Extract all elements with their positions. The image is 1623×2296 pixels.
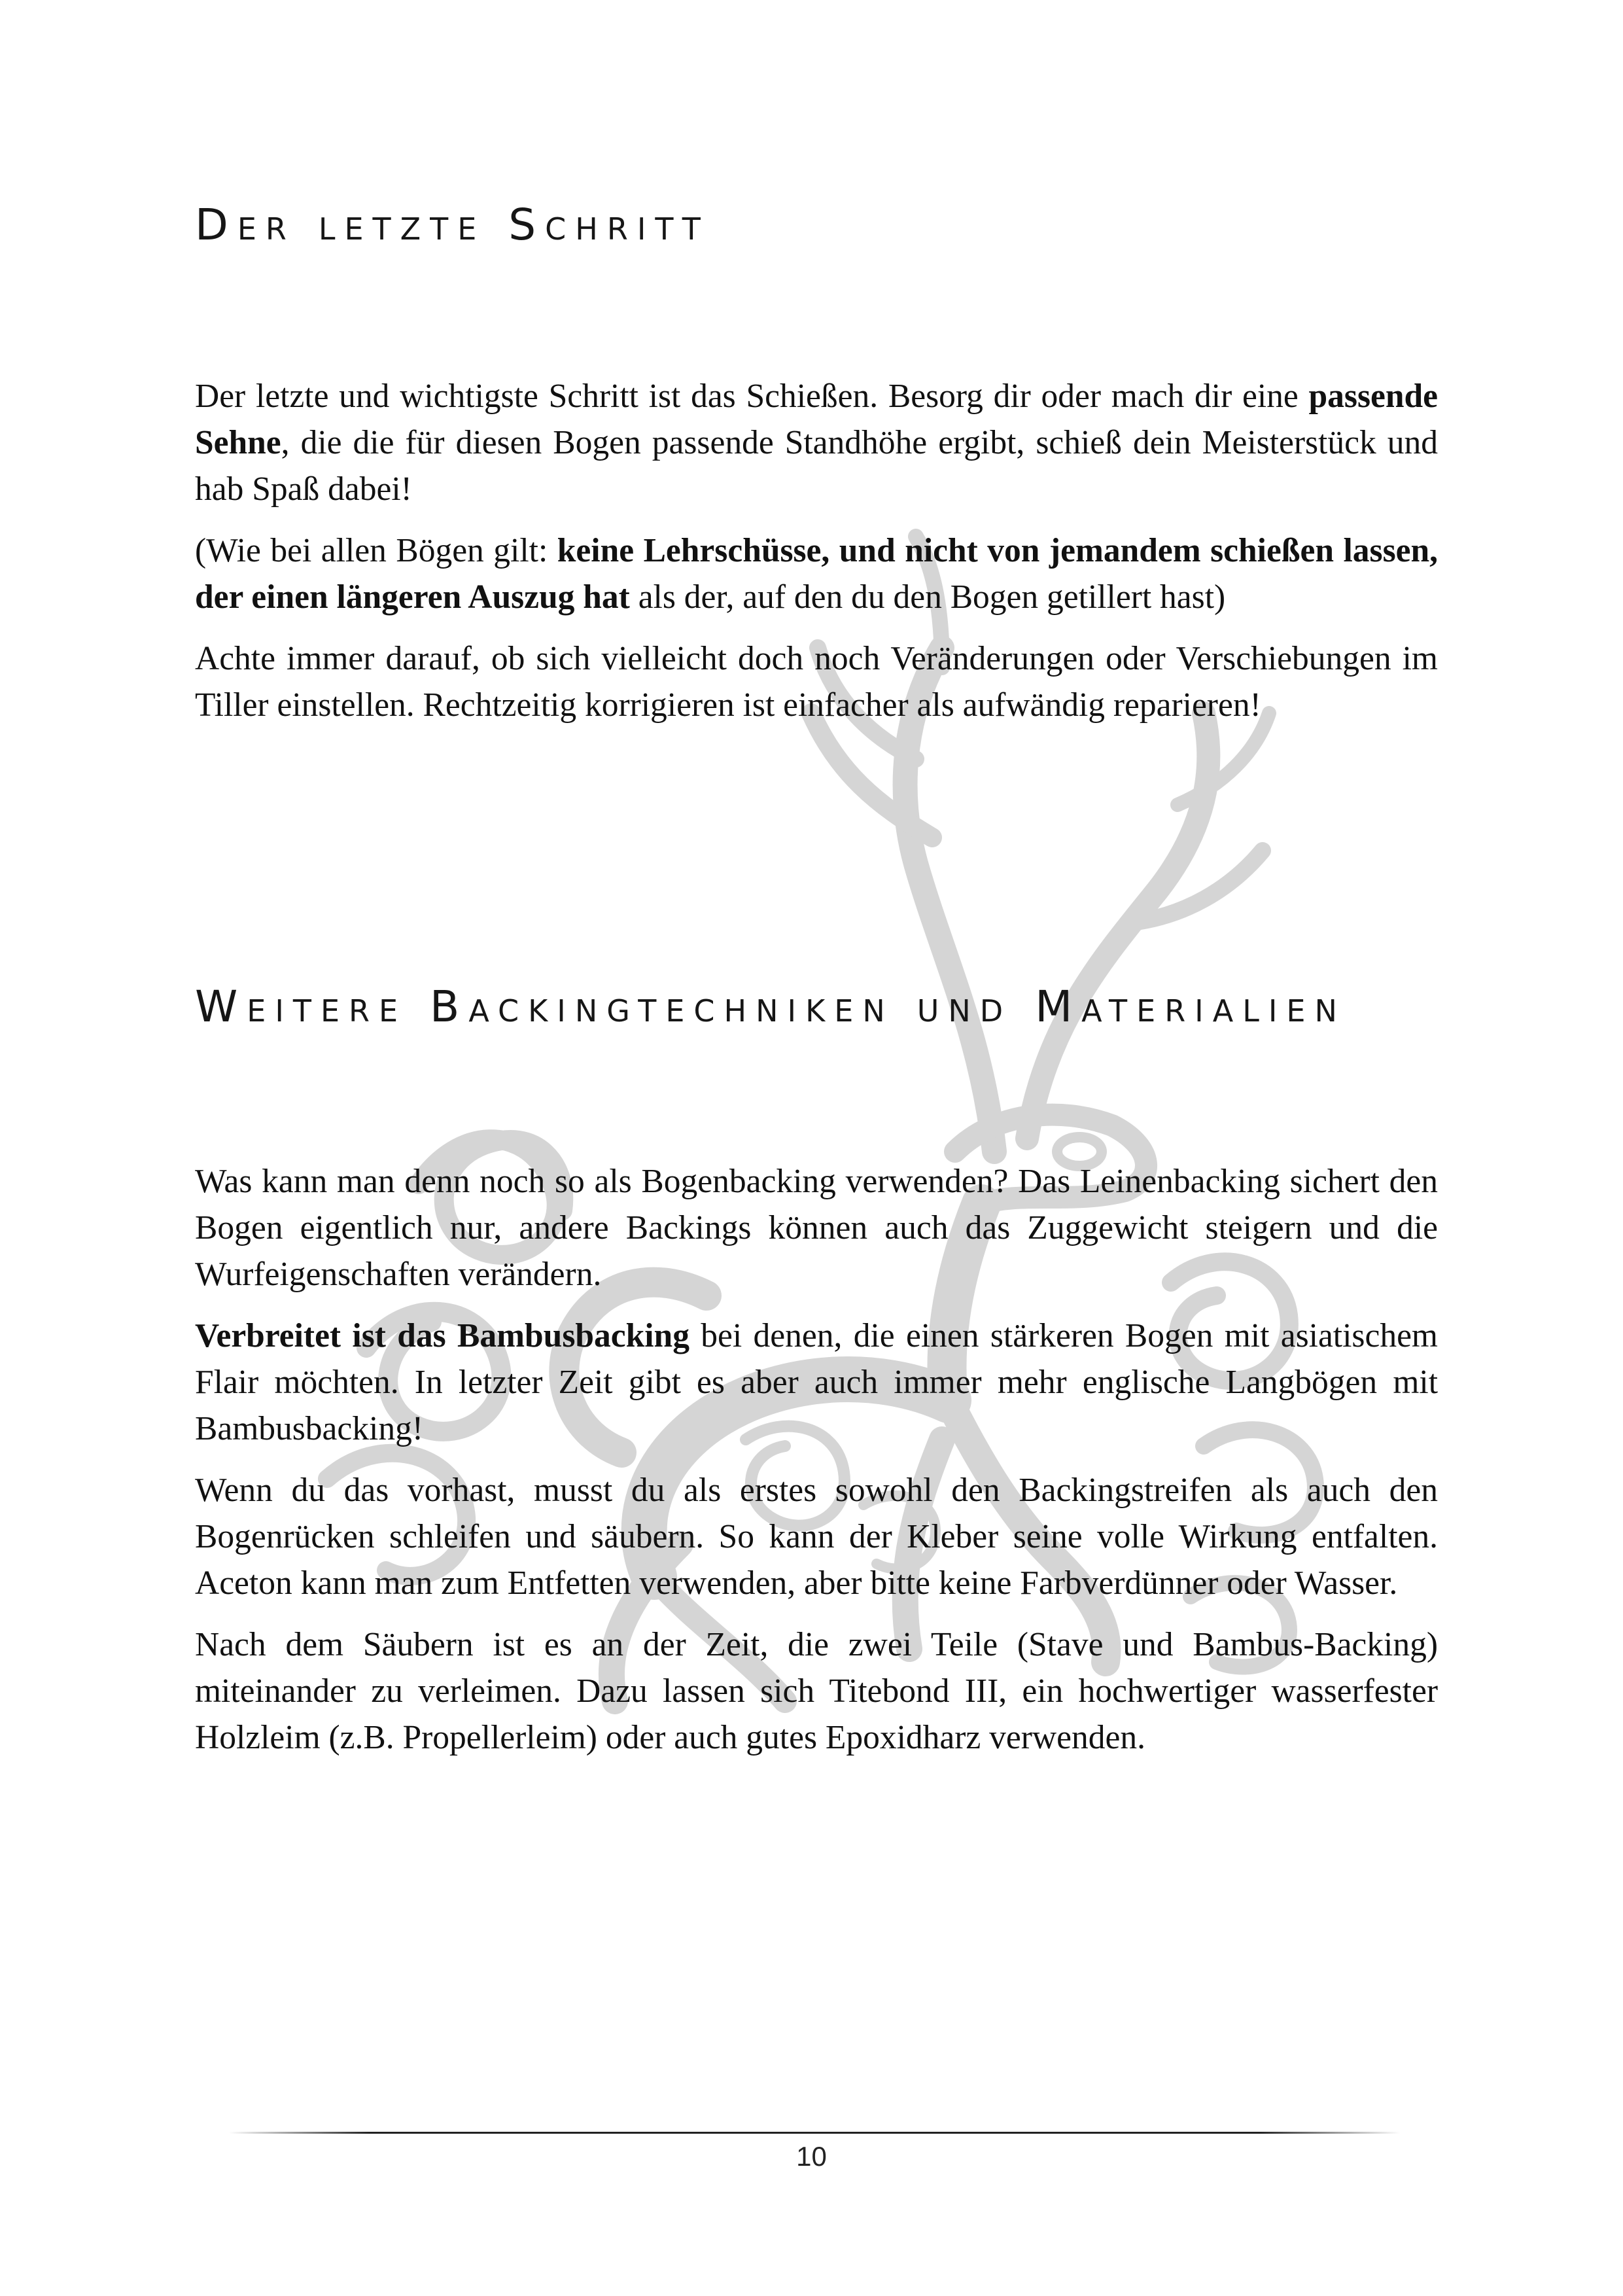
paragraph-text: bei denen, die einen stärkeren Bogen mit asiatischem Flair möchten. In letzter Zeit gibt es aber auch immer mehr englische Langbögen mit Bambusbacking! [195, 1317, 1438, 1447]
paragraph [195, 1313, 1438, 1452]
paragraph [195, 527, 1438, 620]
paragraph [195, 373, 1438, 512]
section-heading-der-letzte-schritt: Der letzte Schritt [195, 200, 710, 250]
section-heading-weitere-backingtechniken: Weitere Backingtechniken und Materialien [195, 981, 1346, 1032]
paragraph: Wenn du das vorhast, musst du als erstes sowohl den Backingstreifen als auch den Bogenrücken schleifen und säubern. So kann der Kleber seine volle Wirkung entfalten. Aceton kann man zum Entfetten verwenden, aber bitte keine Farbverdünner oder Wasser. [195, 1472, 1438, 1602]
page-number: 10 [796, 2141, 827, 2172]
emphasis-text: passende Sehne [195, 378, 1438, 461]
paragraph-text: als der, auf den du den Bogen getillert hast) [629, 578, 1226, 616]
paragraph: Nach dem Säubern ist es an der Zeit, die zwei Teile (Stave und Bambus-Backing) miteinander zu verleimen. Dazu lassen sich Titebond III, ein hochwertiger wasserfester Holzleim (z.B. Propellerleim) oder auch gutes Epoxidharz verwenden. [195, 1626, 1438, 1756]
emphasis-text: Verbreitet ist das Bambusbacking [195, 1317, 689, 1354]
paragraph-text: , die die für diesen Bogen passende Standhöhe ergibt, schieß dein Meisterstück und hab Spaß dabei! [195, 424, 1438, 508]
section-body-weitere-backingtechniken [195, 1158, 1438, 1776]
emphasis-text: keine Lehrschüsse, und nicht von jemandem schießen lassen, der einen längeren Auszug hat [195, 532, 1438, 616]
paragraph-text: (Wie bei allen Bögen gilt: [195, 532, 557, 569]
paragraph: Was kann man denn noch so als Bogenbacking verwenden? Das Leinenbacking sichert den Bogen eigentlich nur, andere Backings können auch das Zuggewicht steigern und die Wurfeigenschaften verändern. [195, 1163, 1438, 1293]
section-body-der-letzte-schritt [195, 373, 1438, 743]
paragraph-text: Der letzte und wichtigste Schritt ist das Schießen. Besorg dir oder mach dir eine [195, 378, 1309, 415]
footer-divider [229, 2132, 1400, 2134]
paragraph: Achte immer darauf, ob sich vielleicht doch noch Veränderungen oder Verschiebungen im Tiller einstellen. Rechtzeitig korrigieren ist einfacher als aufwändig reparieren! [195, 640, 1438, 724]
